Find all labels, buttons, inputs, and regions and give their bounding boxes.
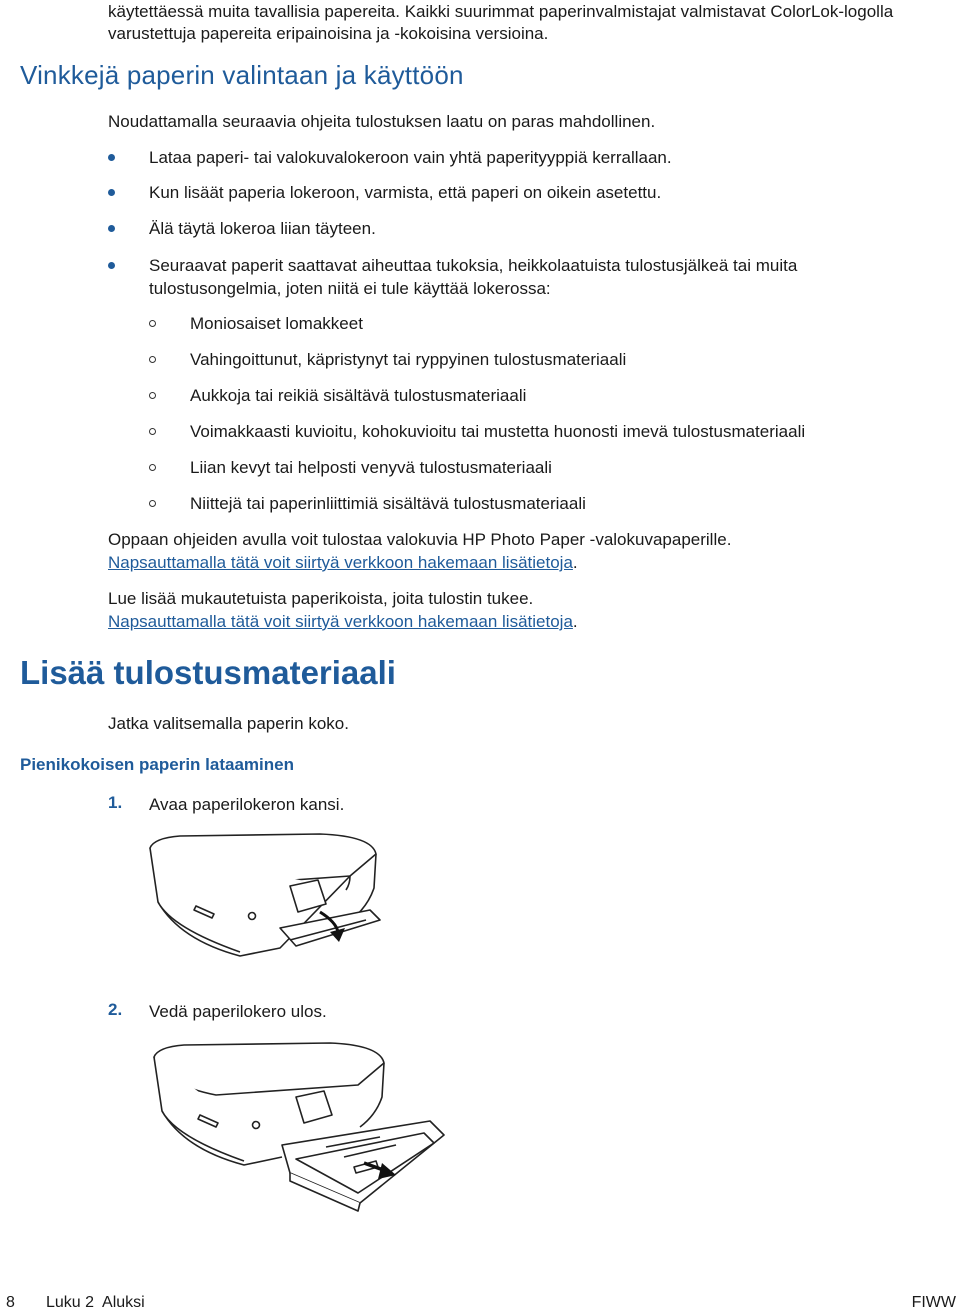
document-code: FIWW — [911, 1294, 956, 1311]
sub-list-item: Liian kevyt tai helposti venyvä tulostusmateriaali — [190, 458, 552, 477]
printer-open-lid-illustration — [140, 828, 400, 978]
sub-list-item: Aukkoja tai reikiä sisältävä tulostusmateriaali — [190, 386, 527, 405]
subsection-heading: Pienikokoisen paperin lataaminen — [20, 755, 294, 774]
sub-list-item: Vahingoittunut, käpristynyt tai ryppyinen tulostusmateriaali — [190, 350, 627, 369]
step-text: Avaa paperilokeron kansi. — [149, 795, 345, 814]
bullet-icon — [108, 262, 115, 269]
tips-heading: Vinkkejä paperin valintaan ja käyttöön — [20, 60, 464, 90]
tips-lead: Noudattamalla seuraavia ohjeita tulostuksen laatu on paras mahdollinen. — [108, 112, 656, 131]
more-info-line — [108, 610, 578, 633]
bullet-icon — [108, 225, 115, 232]
custom-sizes-paragraph: Lue lisää mukautetuista paperikoista, joita tulostin tukee. — [108, 589, 534, 608]
more-info-line — [108, 551, 578, 574]
sub-bullet-icon — [149, 500, 156, 507]
chapter-text: Luku 2 Aluksi — [46, 1294, 145, 1311]
step-text: Vedä paperilokero ulos. — [149, 1002, 327, 1021]
bullet-icon — [108, 154, 115, 161]
bullet-icon — [108, 189, 115, 196]
more-info-link[interactable]: Napsauttamalla tätä voit siirtyä verkkoon hakemaan lisätietoja — [108, 612, 573, 631]
step-number: 2. — [108, 1000, 123, 1019]
printer-pull-tray-illustration — [140, 1035, 450, 1215]
sub-bullet-icon — [149, 356, 156, 363]
intro-line-1: käytettäessä muita tavallisia papereita. Kaikki suurimmat paperinvalmistajat valmistavat ColorLok-logolla — [108, 2, 894, 21]
more-info-link[interactable]: Napsauttamalla tätä voit siirtyä verkkoon hakemaan lisätietoja — [108, 553, 573, 572]
chapter-label — [46, 1294, 145, 1312]
bullet-item: Kun lisäät paperia lokeroon, varmista, että paperi on oikein asetettu. — [149, 183, 662, 202]
sub-bullet-icon — [149, 392, 156, 399]
step-number: 1. — [108, 793, 123, 812]
bullet-item: Seuraavat paperit saattavat aiheuttaa tukoksia, heikkolaatuista tulostusjälkeä tai muita — [149, 256, 798, 275]
photo-paper-paragraph: Oppaan ohjeiden avulla voit tulostaa valokuvia HP Photo Paper -valokuvapaperille. — [108, 530, 732, 549]
sub-list-item: Moniosaiset lomakkeet — [190, 314, 363, 333]
bullet-item: Lataa paperi- tai valokuvalokeroon vain yhtä paperityyppiä kerrallaan. — [149, 148, 672, 167]
sub-list-item: Niittejä tai paperinliittimiä sisältävä tulostusmateriaali — [190, 494, 586, 513]
sub-bullet-icon — [149, 320, 156, 327]
sub-bullet-icon — [149, 428, 156, 435]
bullet-item: Älä täytä lokeroa liian täyteen. — [149, 219, 376, 238]
intro-line-2: varustettuja papereita eripainoisina ja -kokoisina versioina. — [108, 24, 549, 43]
period: . — [572, 553, 578, 572]
section-lead: Jatka valitsemalla paperin koko. — [108, 714, 349, 733]
bullet-item-continuation: tulostusongelmia, joten niitä ei tule käyttää lokerossa: — [149, 279, 551, 298]
sub-list-item: Voimakkaasti kuvioitu, kohokuvioitu tai mustetta huonosti imevä tulostusmateriaali — [190, 422, 806, 441]
period: . — [572, 612, 578, 631]
page-number: 8 — [6, 1294, 15, 1311]
sub-bullet-icon — [149, 464, 156, 471]
section-heading: Lisää tulostusmateriaali — [20, 654, 396, 691]
